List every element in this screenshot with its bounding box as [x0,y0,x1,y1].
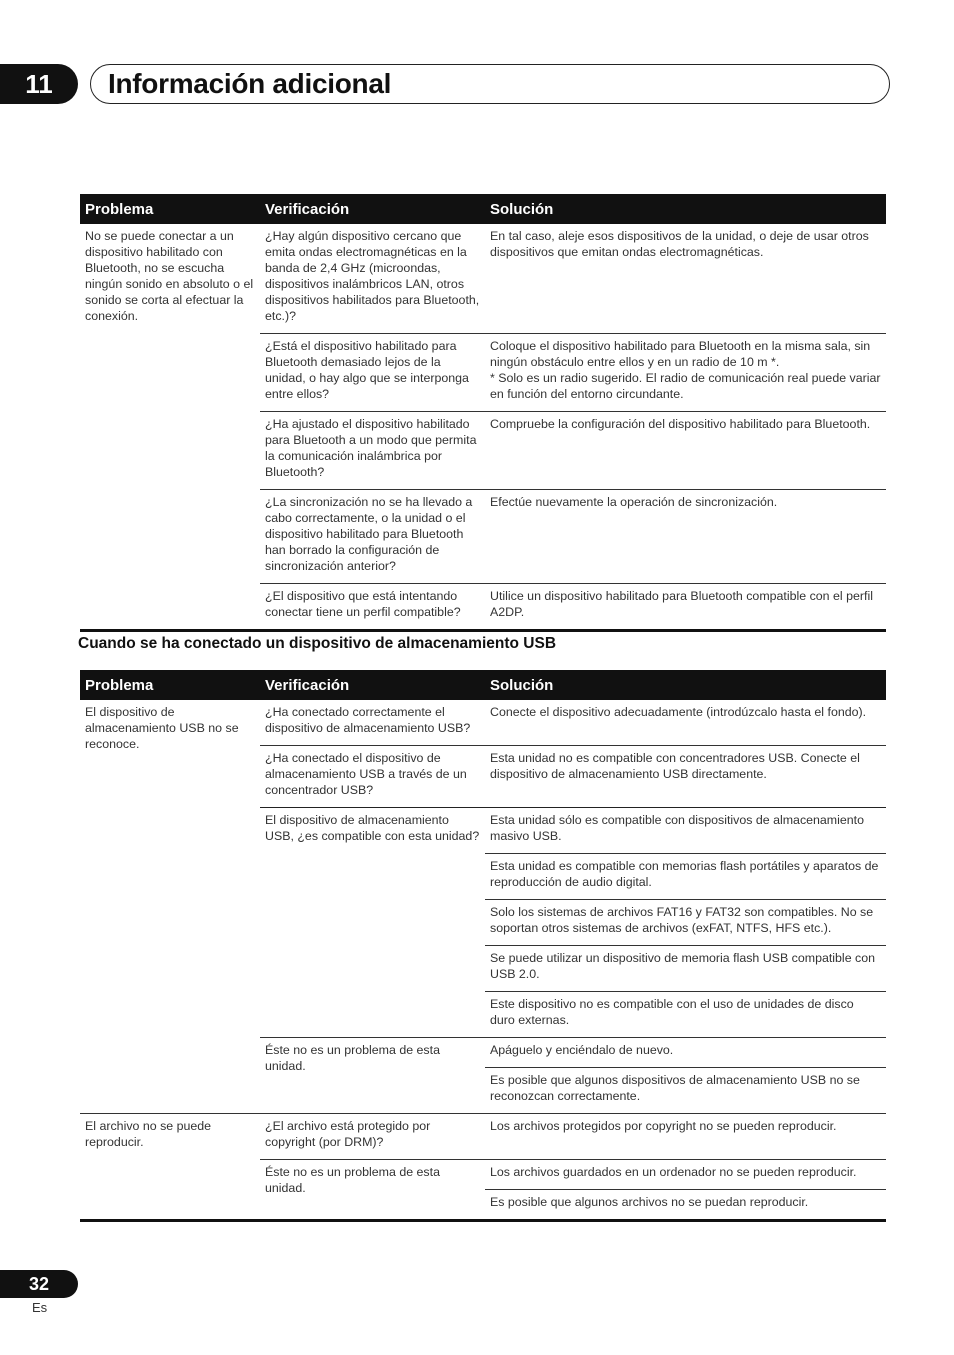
table-row [80,224,886,334]
problem-cell: No se puede conectar a un dispositivo habilitado con Bluetooth, no se escucha ningún sonido en absoluto o el sonido se corta al efectuar la conexión. [85,229,254,323]
verification-cell: ¿El dispositivo que está intentando conectar tiene un perfil compatible? [260,584,485,631]
verification-cell: ¿Ha ajustado el dispositivo habilitado para Bluetooth a un modo que permita la comunicación inalámbrica por Bluetooth? [260,412,485,490]
chapter-number-badge: 11 [0,64,78,104]
solution-text: Coloque el dispositivo habilitado para Bluetooth en la misma sala, sin ningún obstáculo entre ellos y en un radio de 10 m *. [490,339,871,369]
column-header-verificacion: Verificación [260,670,485,700]
solution-cell: Es posible que algunos archivos no se puedan reproducir. [485,1190,886,1221]
column-header-problema: Problema [80,194,260,224]
solution-cell: Es posible que algunos dispositivos de almacenamiento USB no se reconozcan correctamente. [485,1068,886,1114]
verification-cell: ¿Ha conectado correctamente el dispositivo de almacenamiento USB? [265,705,471,735]
problem-cell: El dispositivo de almacenamiento USB no se reconoce. [85,705,239,751]
solution-cell: Efectúe nuevamente la operación de sincronización. [485,490,886,584]
verification-cell: ¿Ha conectado el dispositivo de almacenamiento USB a través de un concentrador USB? [260,746,485,808]
solution-cell: En tal caso, aleje esos dispositivos de la unidad, o deje de usar otros dispositivos que emitan ondas electromagnéticas. [490,229,869,259]
solution-cell: Conecte el dispositivo adecuadamente (introdúzcalo hasta el fondo). [490,705,867,719]
verification-cell: Éste no es un problema de esta unidad. [260,1160,485,1221]
verification-cell: ¿La sincronización no se ha llevado a cabo correctamente, o la unidad o el dispositivo habilitado para Bluetooth han borrado la configuración de sincronización anterior? [260,490,485,584]
solution-cell: Los archivos guardados en un ordenador no se pueden reproducir. [485,1160,886,1190]
problem-cell: El archivo no se puede reproducir. [80,1114,260,1221]
solution-cell: Los archivos protegidos por copyright no se pueden reproducir. [485,1114,886,1160]
verification-cell: ¿Hay algún dispositivo cercano que emita ondas electromagnéticas en la banda de 2,4 GHz (microondas, dispositivos inalámbricos LAN, otros dispositivos habilitados para Bluetooth, etc.)? [265,229,480,323]
solution-cell: Compruebe la configuración del dispositivo habilitado para Bluetooth. [485,412,886,490]
column-header-verificacion: Verificación [260,194,485,224]
section-heading-usb: Cuando se ha conectado un dispositivo de almacenamiento USB [78,635,557,652]
chapter-title: Información adicional [108,68,392,99]
table-row [80,1114,886,1160]
solution-cell [485,334,886,412]
solution-cell: Esta unidad es compatible con memorias flash portátiles y aparatos de reproducción de audio digital. [485,854,886,900]
solution-cell: Solo los sistemas de archivos FAT16 y FAT32 son compatibles. No se soportan otros sistemas de archivos (exFAT, NTFS, HFS etc.). [485,900,886,946]
solution-cell: Este dispositivo no es compatible con el uso de unidades de disco duro externas. [485,992,886,1038]
column-header-problema: Problema [80,670,260,700]
solution-cell: Utilice un dispositivo habilitado para Bluetooth compatible con el perfil A2DP. [485,584,886,631]
solution-footnote: * Solo es un radio sugerido. El radio de comunicación real puede variar en función del entorno circundante. [490,371,881,401]
solution-cell: Se puede utilizar un dispositivo de memoria flash USB compatible con USB 2.0. [485,946,886,992]
verification-cell: ¿El archivo está protegido por copyright (por DRM)? [260,1114,485,1160]
column-header-solucion: Solución [485,670,886,700]
solution-cell: Esta unidad sólo es compatible con dispositivos de almacenamiento masivo USB. [485,808,886,854]
page-number-badge: 32 [0,1270,78,1298]
solution-cell: Apáguelo y enciéndalo de nuevo. [485,1038,886,1068]
verification-cell: El dispositivo de almacenamiento USB, ¿es compatible con esta unidad? [260,808,485,1038]
verification-cell: ¿Está el dispositivo habilitado para Bluetooth demasiado lejos de la unidad, o hay algo que se interponga entre ellos? [260,334,485,412]
language-code: Es [32,1300,48,1315]
column-header-solucion: Solución [485,194,886,224]
solution-cell: Esta unidad no es compatible con concentradores USB. Conecte el dispositivo de almacenamiento USB directamente. [485,746,886,808]
bluetooth-troubleshooting-table [80,194,886,632]
usb-troubleshooting-table [80,670,886,1222]
verification-cell: Éste no es un problema de esta unidad. [260,1038,485,1114]
table-row [80,700,886,746]
